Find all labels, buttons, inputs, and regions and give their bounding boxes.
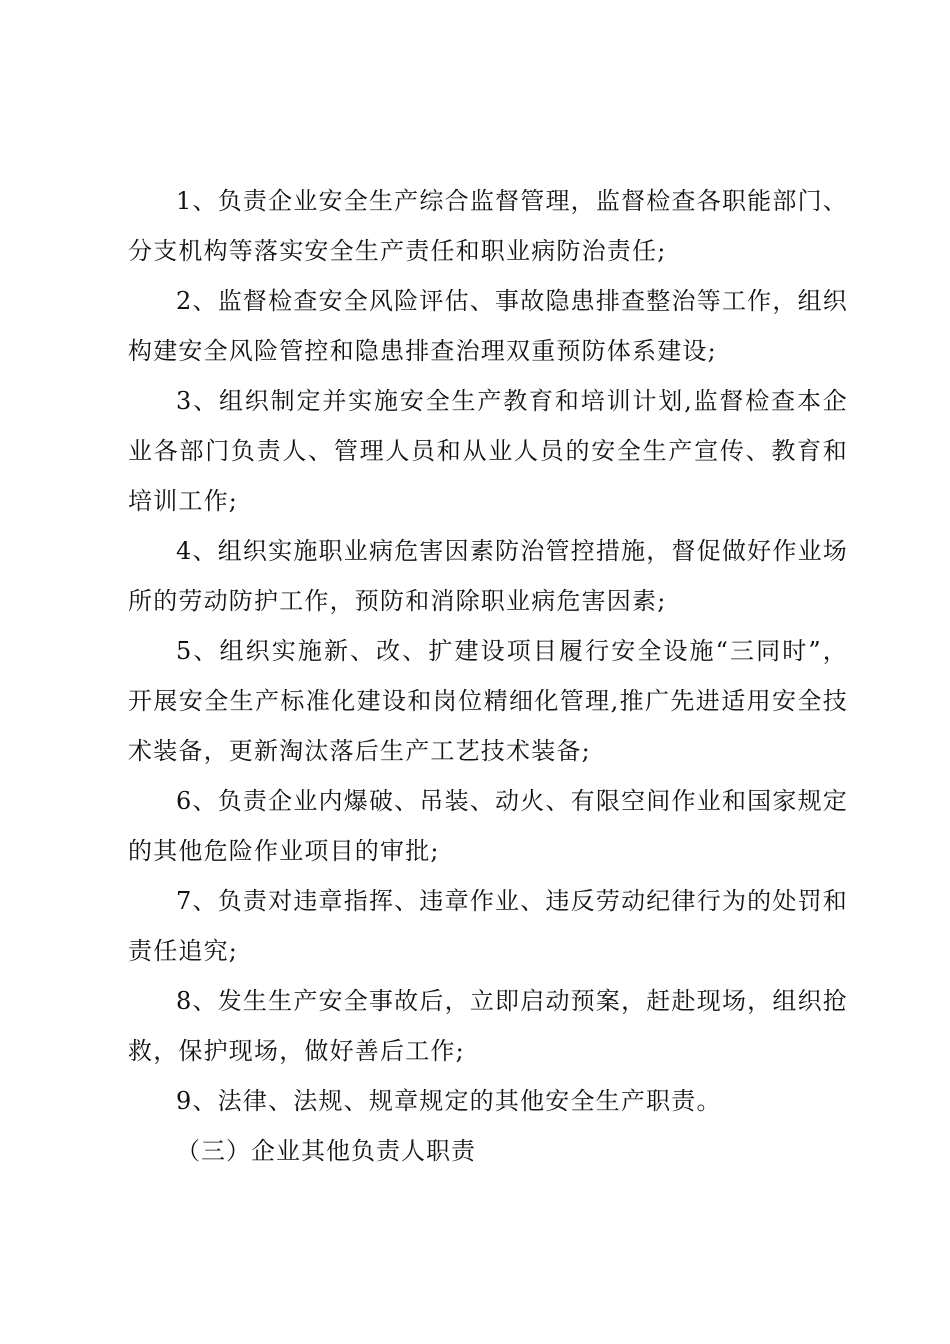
duty-item-9: 9、法律、法规、规章规定的其他安全生产职责。 xyxy=(176,1087,722,1115)
duty-item-5: 5、组织实施新、改、扩建设项目履行安全设施“三同时”，开展安全生产标准化建设和岗位精细化管理,推广先进适用安全技术装备，更新淘汰落后生产工艺技术装备; xyxy=(128,637,848,765)
duty-item-2: 2、监督检查安全风险评估、事故隐患排查整治等工作，组织构建安全风险管控和隐患排查治理双重预防体系建设; xyxy=(128,287,848,365)
section-heading: （三）企业其他负责人职责 xyxy=(176,1137,476,1165)
duty-item-4: 4、组织实施职业病危害因素防治管控措施，督促做好作业场所的劳动防护工作，预防和消除职业病危害因素; xyxy=(128,537,848,615)
duty-item-7: 7、负责对违章指挥、违章作业、违反劳动纪律行为的处罚和责任追究; xyxy=(128,887,848,965)
document-body xyxy=(128,176,848,1176)
duty-item-1: 1、负责企业安全生产综合监督管理，监督检查各职能部门、分支机构等落实安全生产责任和职业病防治责任; xyxy=(128,187,848,265)
duty-item-6: 6、负责企业内爆破、吊装、动火、有限空间作业和国家规定的其他危险作业项目的审批; xyxy=(128,787,848,865)
duty-item-8: 8、发生生产安全事故后，立即启动预案，赶赴现场，组织抢救，保护现场，做好善后工作; xyxy=(128,987,848,1065)
duty-item-3: 3、组织制定并实施安全生产教育和培训计划,监督检查本企业各部门负责人、管理人员和从业人员的安全生产宣传、教育和培训工作; xyxy=(128,387,848,515)
